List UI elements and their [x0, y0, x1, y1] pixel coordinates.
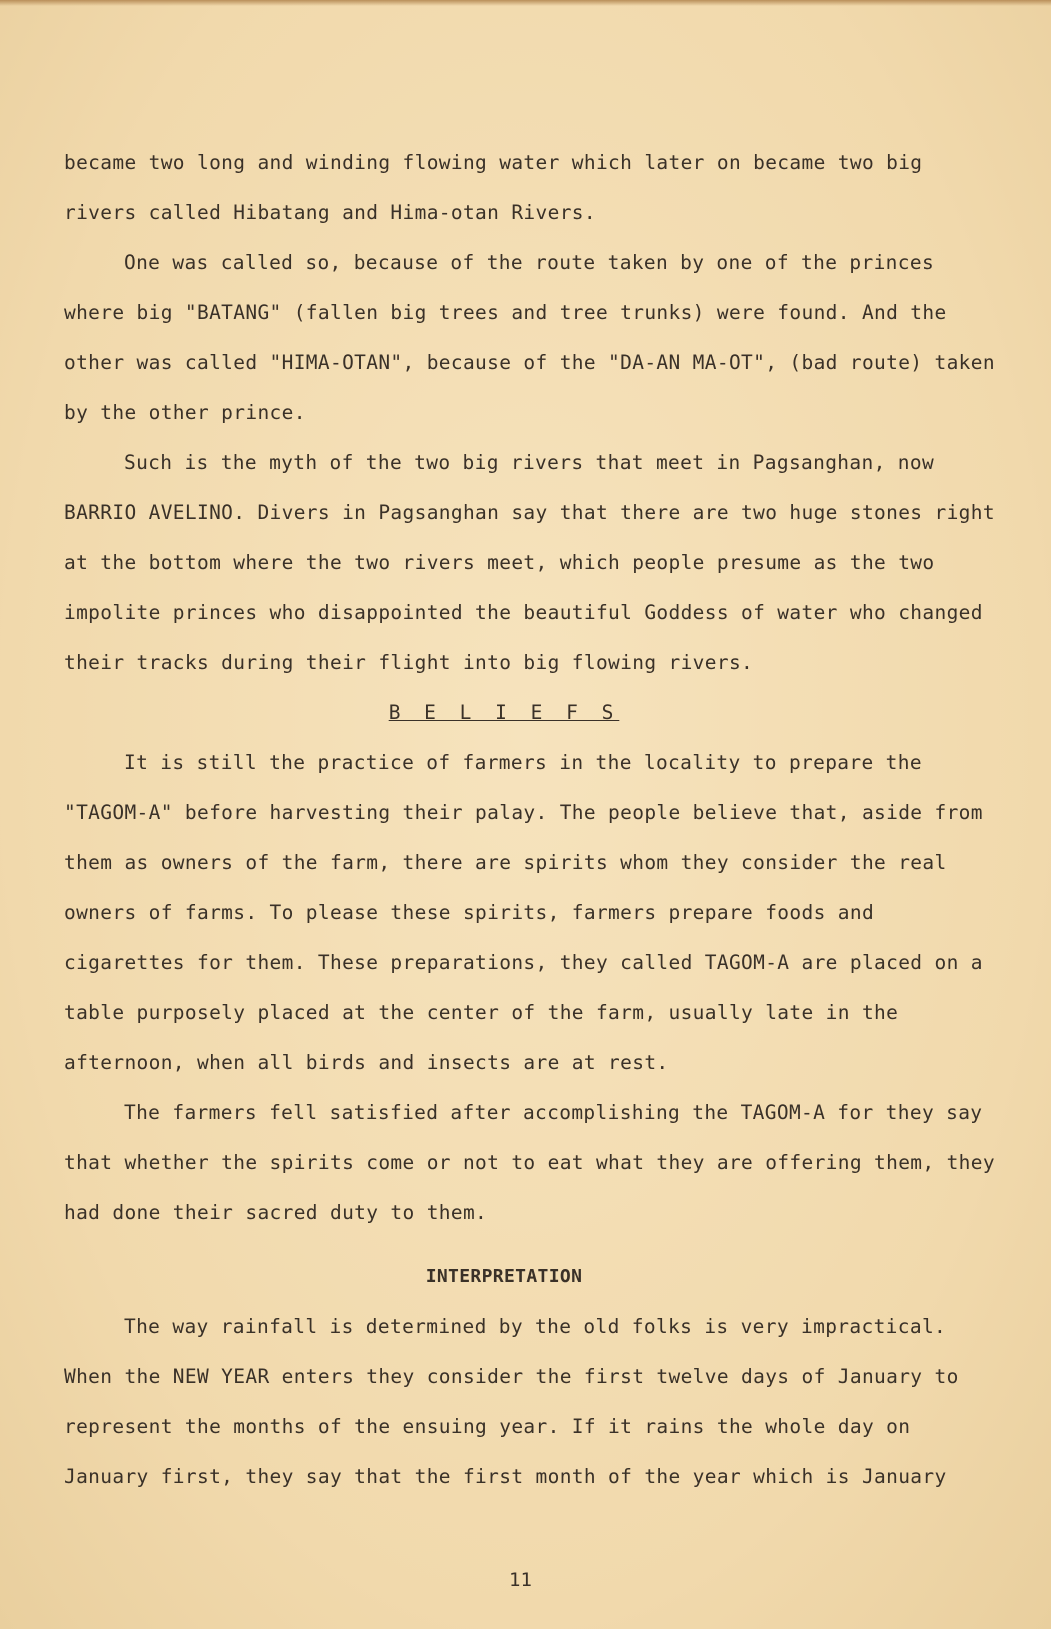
interpretation-heading: INTERPRETATION [425, 1266, 583, 1287]
interpretation-paragraph: The way rainfall is determined by the old folks is very impractical. When the NEW YEAR enters they consider the first twelve days of January to represent the months of the ensuing year. If it rains the whole day on January first, they say that the first month of the year which is January [64, 1315, 959, 1488]
river-names-paragraph: One was called so, because of the route taken by one of the princes where big "BATANG" (fallen big trees and tree trunks) were found. And the other was called "HIMA-OTAN", because of the "DA-AN MA-OT", (bad route) taken by the other prince. [64, 251, 995, 424]
page-number: 11 [509, 1569, 532, 1591]
farmers-satisfied-paragraph: The farmers fell satisfied after accomplishing the TAGOM-A for they say that whether the spirits come or not to eat what they are offering them, they had done their sacred duty to them. [64, 1101, 995, 1224]
opening-paragraph: became two long and winding flowing water which later on became two big rivers called Hibatang and Hima-otan Rivers. [64, 151, 923, 224]
tagom-a-paragraph: It is still the practice of farmers in the locality to prepare the "TAGOM-A" before harvesting their palay. The people believe that, aside from them as owners of the farm, there are spirits whom they consider the real owners of farms. To please these spirits, farmers prepare foods and cigarettes for them. These preparations, they called TAGOM-A are placed on a table purposely placed at the center of the farm, usually late in the afternoon, when all birds and insects are at rest. [64, 751, 983, 1074]
paper-edge-shadow [0, 0, 1051, 6]
document-body [64, 138, 1004, 1502]
beliefs-heading: B E L I E F S [388, 701, 620, 724]
myth-paragraph: Such is the myth of the two big rivers that meet in Pagsanghan, now BARRIO AVELINO. Divers in Pagsanghan say that there are two huge stones right at the bottom where the two rivers meet, which people presume as the two impolite princes who disappointed the beautiful Goddess of water who changed their tracks during their flight into big flowing rivers. [64, 451, 995, 674]
